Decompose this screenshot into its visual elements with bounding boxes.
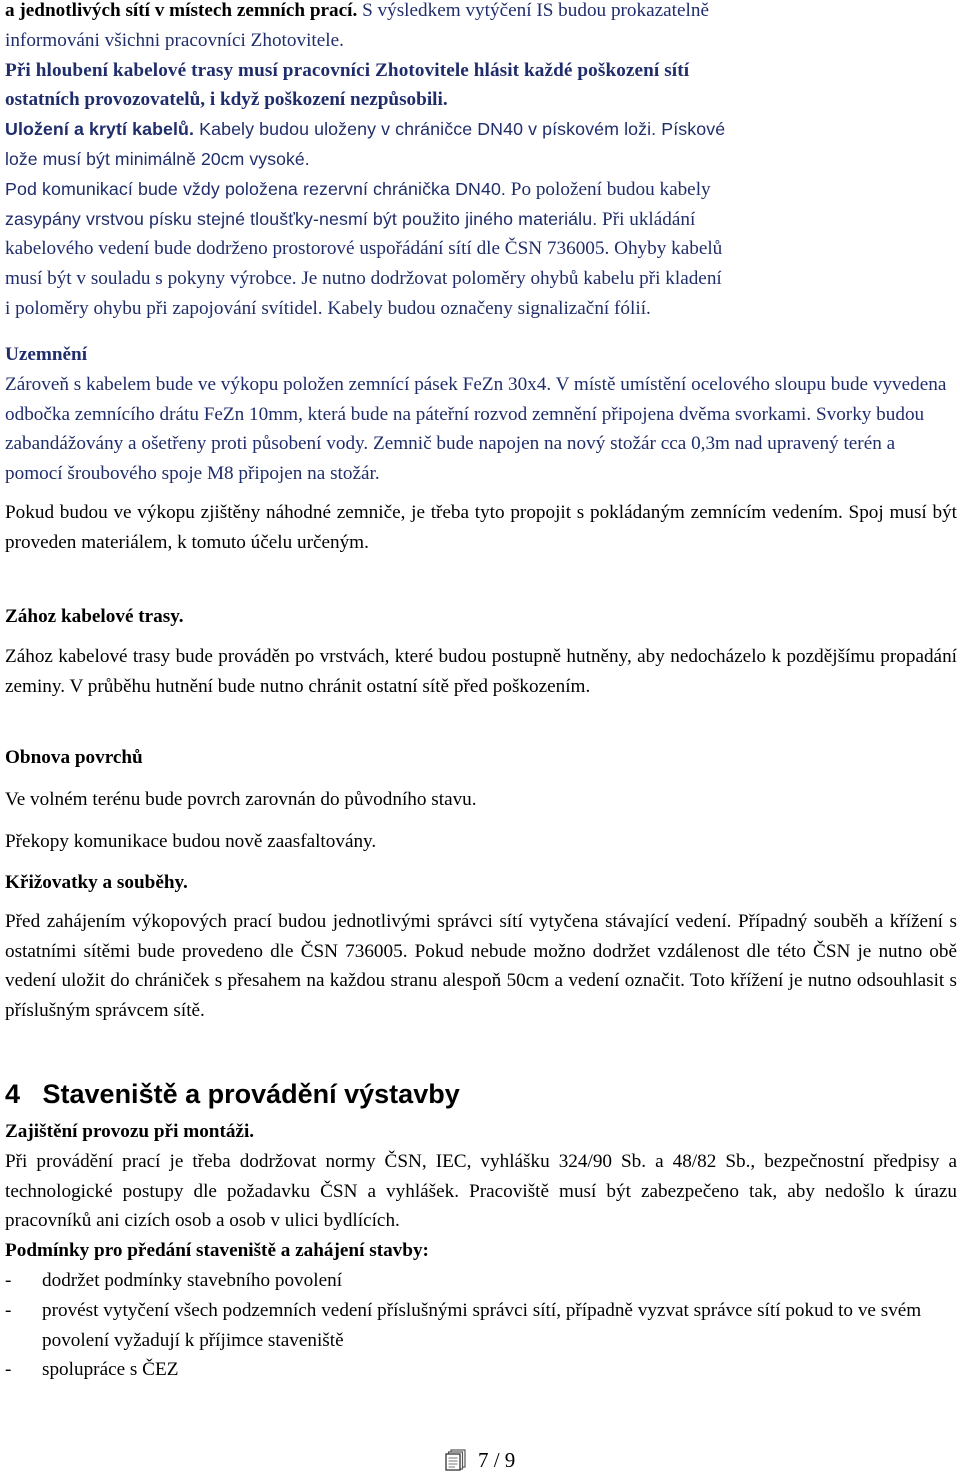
paragraph: Při provádění prací je třeba dodržovat normy ČSN, IEC, vyhlášku 324/90 Sb. a 48/82 Sb., bezpečnostní předpisy a technologické postupy dle požadavku ČSN a vyhlášek. Pracoviště musí být zabezpečeno tak, aby nedošlo k úrazu pracovníků ani cizích osob a osob v ulici bydlících.: [5, 1150, 957, 1232]
text-line: ostatních provozovatelů, i když poškození nezpůsobili.: [5, 89, 448, 111]
list-item: [5, 1296, 957, 1356]
subsection-heading: Podmínky pro předání staveniště a zahájení stavby:: [5, 1240, 429, 1262]
paragraph: Ve volném terénu bude povrch zarovnán do původního stavu.: [5, 788, 477, 810]
text-line: informováni všichni pracovníci Zhotovitele.: [5, 29, 344, 51]
text-line: i poloměry ohybu při zapojování svítidel. Kabely budou označeny signalizační fólií.: [5, 297, 651, 319]
list-dash: -: [5, 1269, 12, 1291]
section-krizovatky: [5, 868, 957, 1026]
paragraph: Zához kabelové trasy bude prováděn po vrstvách, které budou postupně hutněny, aby nedocházelo k pozdějšímu propadání zeminy. V průběhu hutnění bude nutno chránit ostatní sítě před poškozením.: [5, 645, 957, 697]
list-dash: -: [5, 1359, 12, 1381]
text-line: lože musí být minimálně 20cm vysoké.: [5, 148, 310, 169]
text-line: [5, 0, 957, 26]
list-item: [5, 1355, 957, 1385]
list-item: [5, 1266, 957, 1296]
text-span: Při ukládání: [602, 208, 696, 230]
text-line: musí být v souladu s pokyny výrobce. Je nutno dodržovat poloměry ohybů kabelu při kladení: [5, 268, 722, 290]
text-span: Pod komunikací bude vždy položena rezervní chránička DN40.: [5, 178, 506, 199]
page-separator: /: [493, 1448, 500, 1472]
text-line: [5, 115, 957, 145]
block-cable-intro: [5, 0, 957, 324]
section-uzemneni: [5, 340, 957, 558]
page-stack-icon: [445, 1449, 467, 1478]
text-line: kabelového vedení bude dodrženo prostorové uspořádání sítí dle ČSN 736005. Ohyby kabelů: [5, 238, 723, 260]
text-line: Při hloubení kabelové trasy musí pracovníci Zhotovitele hlásit každé poškození sítí: [5, 59, 690, 81]
section-zahoz: [5, 602, 957, 701]
section-4: [5, 1076, 957, 1385]
paragraph: Zároveň s kabelem bude ve výkopu položen zemnící pásek FeZn 30x4. V místě umístění ocelového sloupu bude vyvedena odbočka zemnícího drátu FeZn 10mm, která bude na páteřní rozvod zemnění připojena dvěma svorkami. Svorky budou zabandážovány a ošetřeny proti působení vody. Zemnič bude napojen na nový stožár cca 0,3m nad upravený terén a pomocí šroubového spoje M8 připojen na stožár.: [5, 373, 947, 485]
bold-phrase: Uložení a krytí kabelů.: [5, 119, 195, 140]
section-obnova: [5, 743, 957, 856]
list-dash: -: [5, 1299, 12, 1321]
list-item-text: dodržet podmínky stavebního povolení: [42, 1269, 343, 1291]
current-page-number: 7: [477, 1448, 489, 1472]
page-footer: [0, 1446, 960, 1478]
bold-phrase: a jednotlivých sítí v místech zemních prací.: [5, 0, 358, 21]
section-heading: Křižovatky a souběhy.: [5, 872, 188, 893]
subsection-heading: Zajištění provozu při montáži.: [5, 1121, 255, 1142]
text-span: zasypány vrstvou písku stejné tloušťky-nesmí být použito jiného materiálu.: [5, 208, 598, 229]
section-heading: Uzemnění: [5, 344, 88, 365]
text-span: Po položení budou kabely: [510, 178, 711, 200]
chapter-heading: 4 Staveniště a provádění výstavby: [5, 1079, 460, 1109]
text-line: [5, 205, 957, 235]
paragraph: Před zahájením výkopových prací budou jednotlivými správci sítí vytyčena stávající vedení. Případný souběh a křížení s ostatními sítěmi bude provedeno dle ČSN 736005. Pokud nebude možno dodržet vzdálenost dle této ČSN je nutno obě vedení uložit do chrániček s přesahem na každou stranu alespoň 50cm a vedení označit. Toto křížení je nutno odsouhlasit s příslušným správcem sítě.: [5, 910, 957, 1022]
text-span: Kabely budou uloženy v chráničce DN40 v pískovém loži. Pískové: [199, 119, 726, 140]
paragraph: Překopy komunikace budou nově zaasfaltovány.: [5, 830, 377, 852]
bullet-list: [5, 1266, 957, 1385]
text-span: S výsledkem vytýčení IS budou prokazatelně: [362, 0, 709, 21]
paragraph: Pokud budou ve výkopu zjištěny náhodné zemniče, je třeba tyto propojit s pokládaným zemnícím vedením. Spoj musí být proveden materiálem, k tomuto účelu určeným.: [5, 501, 957, 553]
list-item-text: spolupráce s ČEZ: [42, 1359, 179, 1381]
section-heading: Zához kabelové trasy.: [5, 606, 184, 627]
section-heading: Obnova povrchů: [5, 747, 143, 768]
list-item-text: provést vytyčení všech podzemních vedení příslušnými správci sítí, případně vyzvat správce sítí pokud to ve svém povolení vyžadují k příjimce staveniště: [42, 1299, 922, 1351]
text-line: [5, 175, 957, 205]
total-page-count: 9: [504, 1448, 516, 1472]
